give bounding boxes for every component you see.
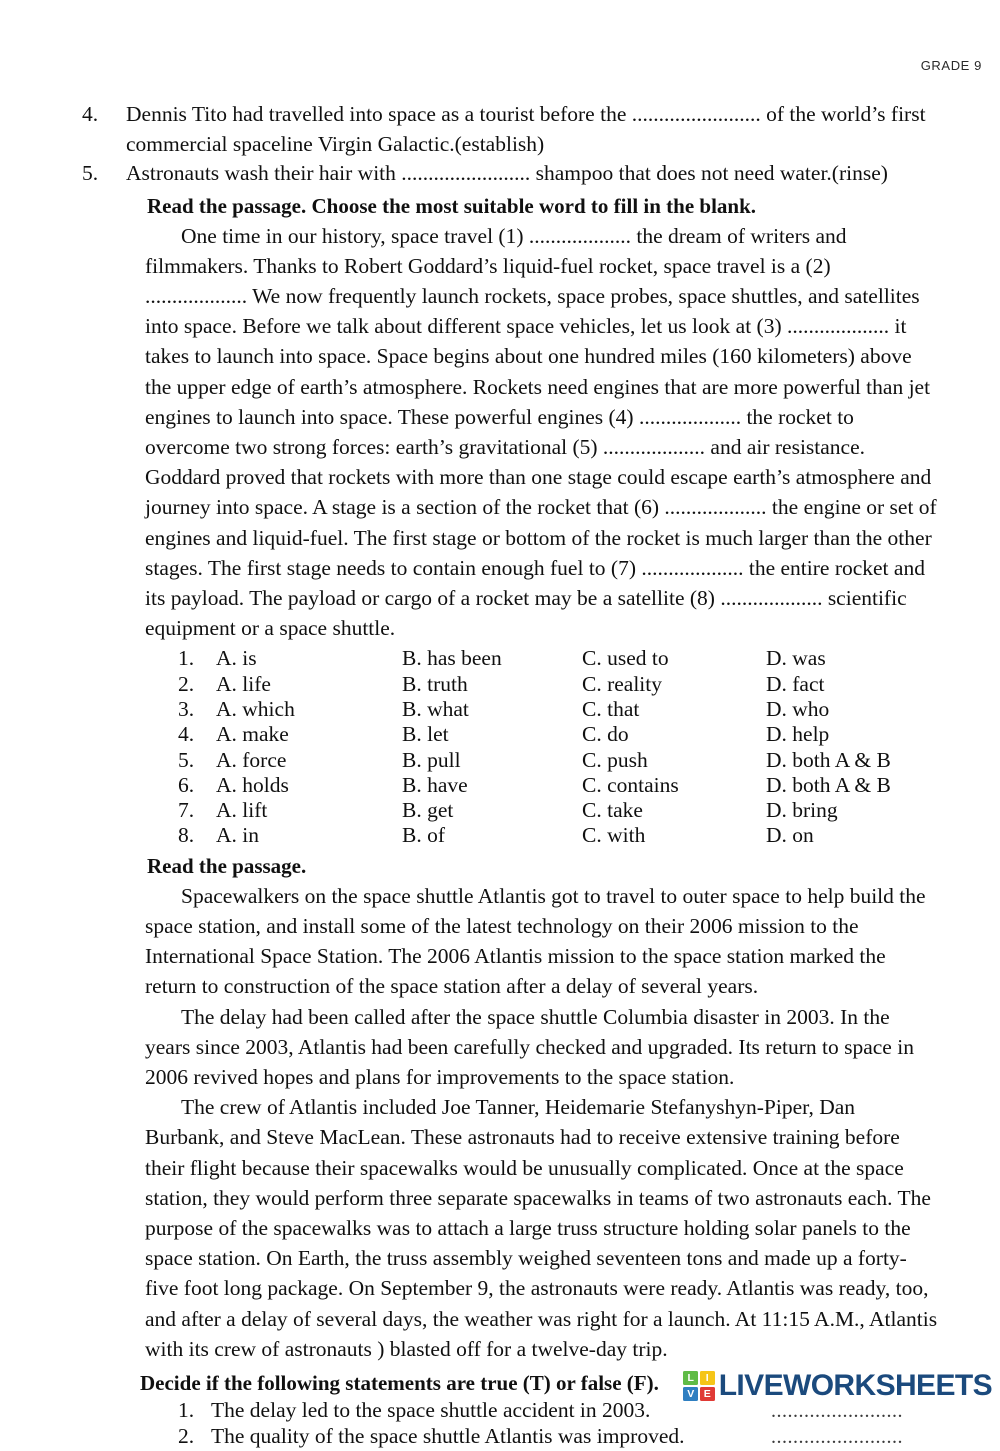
item-number: 5. [82,161,99,185]
option-d[interactable]: D. both A & B [766,772,891,797]
option-d[interactable]: D. who [766,696,830,721]
statement-number: 1. [178,1397,195,1422]
reading-paragraph: Spacewalkers on the space shuttle Atlantis got to travel to outer space to help build the space station, and install some of the latest technology on their 2006 mission to the International Space Station. The 2006 Atlantis mission to the space station marked the return to construction of the space station after a delay of several years. [145,883,926,999]
statement-text: The quality of the space shuttle Atlantis was improved. [211,1424,685,1449]
logo-wordmark: LIVEWORKSHEETS [718,1369,992,1402]
item-number: 4. [82,102,99,126]
logo-tiles [683,1371,715,1401]
question-number: 2. [178,671,195,696]
question-number: 8. [178,823,195,848]
question-number: 5. [178,747,195,772]
option-d[interactable]: D. was [766,646,826,671]
liveworksheets-logo [683,1371,992,1401]
cloze-paragraph: One time in our history, space travel (1) ................... the dream of writers and filmmakers. Thanks to Robert Goddard’s liquid-fuel rocket, space travel is a (2) ................... We now frequently launch rockets, space probes, space shuttles, and satellites into space. Before we talk about different space vehicles, let us look at (3) ................... it takes to launch into space. Space begins about one hundred miles (160 kilometers) above the upper edge of earth’s atmosphere. Rockets need engines that are more powerful than jet engines to launch into space. These powerful engines (4) ................... the rocket to overcome two strong forces: earth’s gravitational (5) ................... and air resistance. Goddard proved that rockets with more than one stage could escape earth’s atmosphere and journey into space. A stage is a section of the rocket that (6) ................... the engine or set of engines and liquid-fuel. The first stage or bottom of the rocket is much larger than the other stages. The first stage needs to contain enough fuel to (7) ................... the entire rocket and its payload. The payload or cargo of a rocket may be a satellite (8) ................... scientific equipment or a space shuttle. [145,223,937,641]
cloze-instruction: Read the passage. Choose the most suitable word to fill in the blank. [147,193,757,218]
option-d[interactable]: D. help [766,722,830,747]
question-number: 6. [178,772,195,797]
option-a[interactable]: A. in [216,823,259,848]
multiple-choice-grid [178,646,960,848]
table-row [178,798,960,823]
logo-tile-i: I [700,1371,715,1385]
option-b[interactable]: B. have [402,772,468,797]
true-false-list [178,1398,940,1451]
option-d[interactable]: D. both A & B [766,747,891,772]
statement-number: 2. [178,1424,195,1449]
cloze-passage [145,221,938,644]
option-d[interactable]: D. fact [766,671,825,696]
list-item [82,159,940,189]
option-c[interactable]: C. push [582,747,648,772]
option-b[interactable]: B. what [402,696,469,721]
table-row [178,672,960,697]
question-number: 4. [178,722,195,747]
item-text: Astronauts wash their hair with ........................ shampoo that does not need water.(rinse) [126,161,888,185]
option-b[interactable]: B. get [402,798,454,823]
option-b[interactable]: B. pull [402,747,461,772]
table-row [178,646,960,671]
option-b[interactable]: B. has been [402,646,502,671]
option-a[interactable]: A. which [216,696,295,721]
option-d[interactable]: D. on [766,823,814,848]
fill-in-blank-list [0,100,1000,189]
option-d[interactable]: D. bring [766,798,838,823]
answer-blank[interactable]: ........................ [771,1399,903,1422]
logo-tile-e: E [700,1387,715,1401]
option-a[interactable]: A. lift [216,798,268,823]
reading-passage [145,881,938,1364]
table-row [178,697,960,722]
option-c[interactable]: C. with [582,823,646,848]
option-a[interactable]: A. life [216,671,271,696]
reading-paragraph: The delay had been called after the space shuttle Columbia disaster in 2003. In the years since 2003, Atlantis had been carefully checked and upgraded. Its return to space in 2006 revived hopes and plans for improvements to the space station. [145,1004,914,1089]
table-row [178,823,960,848]
logo-tile-v: V [683,1387,698,1401]
list-item [178,1424,940,1451]
option-a[interactable]: A. force [216,747,287,772]
list-item [82,100,940,159]
option-b[interactable]: B. let [402,722,449,747]
option-c[interactable]: C. that [582,696,640,721]
grade-label: GRADE 9 [920,58,982,73]
option-a[interactable]: A. make [216,722,289,747]
logo-tile-l: L [683,1371,698,1385]
true-false-instruction: Decide if the following statements are true (T) or false (F). [140,1370,659,1395]
question-number: 7. [178,798,195,823]
option-c[interactable]: C. reality [582,671,663,696]
option-c[interactable]: C. contains [582,772,679,797]
question-number: 1. [178,646,195,671]
table-row [178,748,960,773]
option-c[interactable]: C. used to [582,646,669,671]
item-text: Dennis Tito had travelled into space as a tourist before the ........................ of the world’s first commercial spaceline Virgin Galactic.(establish) [126,102,926,156]
question-number: 3. [178,696,195,721]
table-row [178,722,960,747]
reading-instruction: Read the passage. [147,853,307,878]
table-row [178,773,960,798]
answer-blank[interactable]: ........................ [771,1426,903,1449]
option-c[interactable]: C. do [582,722,629,747]
worksheet-content [0,100,1000,1451]
reading-paragraph: The crew of Atlantis included Joe Tanner, Heidemarie Stefanyshyn-Piper, Dan Burbank, and Steve MacLean. These astronauts had to receive extensive training before their flight because their spacewalks would be unusually complicated. Once at the space station, they would perform three separate spacewalks in teams of two astronauts each. The purpose of the spacewalks was to attach a large truss structure holding solar panels to the space station. On Earth, the truss assembly weighed seventeen tons and made up a forty-five foot long package. On September 9, the astronauts were ready. Atlantis was ready, too, and after a delay of several days, the weather was right for a launch. At 11:15 A.M., Atlantis with its crew of astronauts ) blasted off for a twelve-day trip. [145,1095,938,1361]
option-a[interactable]: A. is [216,646,257,671]
option-b[interactable]: B. truth [402,671,468,696]
option-c[interactable]: C. take [582,798,643,823]
option-b[interactable]: B. of [402,823,445,848]
option-a[interactable]: A. holds [216,772,289,797]
statement-text: The delay led to the space shuttle accident in 2003. [211,1397,651,1422]
